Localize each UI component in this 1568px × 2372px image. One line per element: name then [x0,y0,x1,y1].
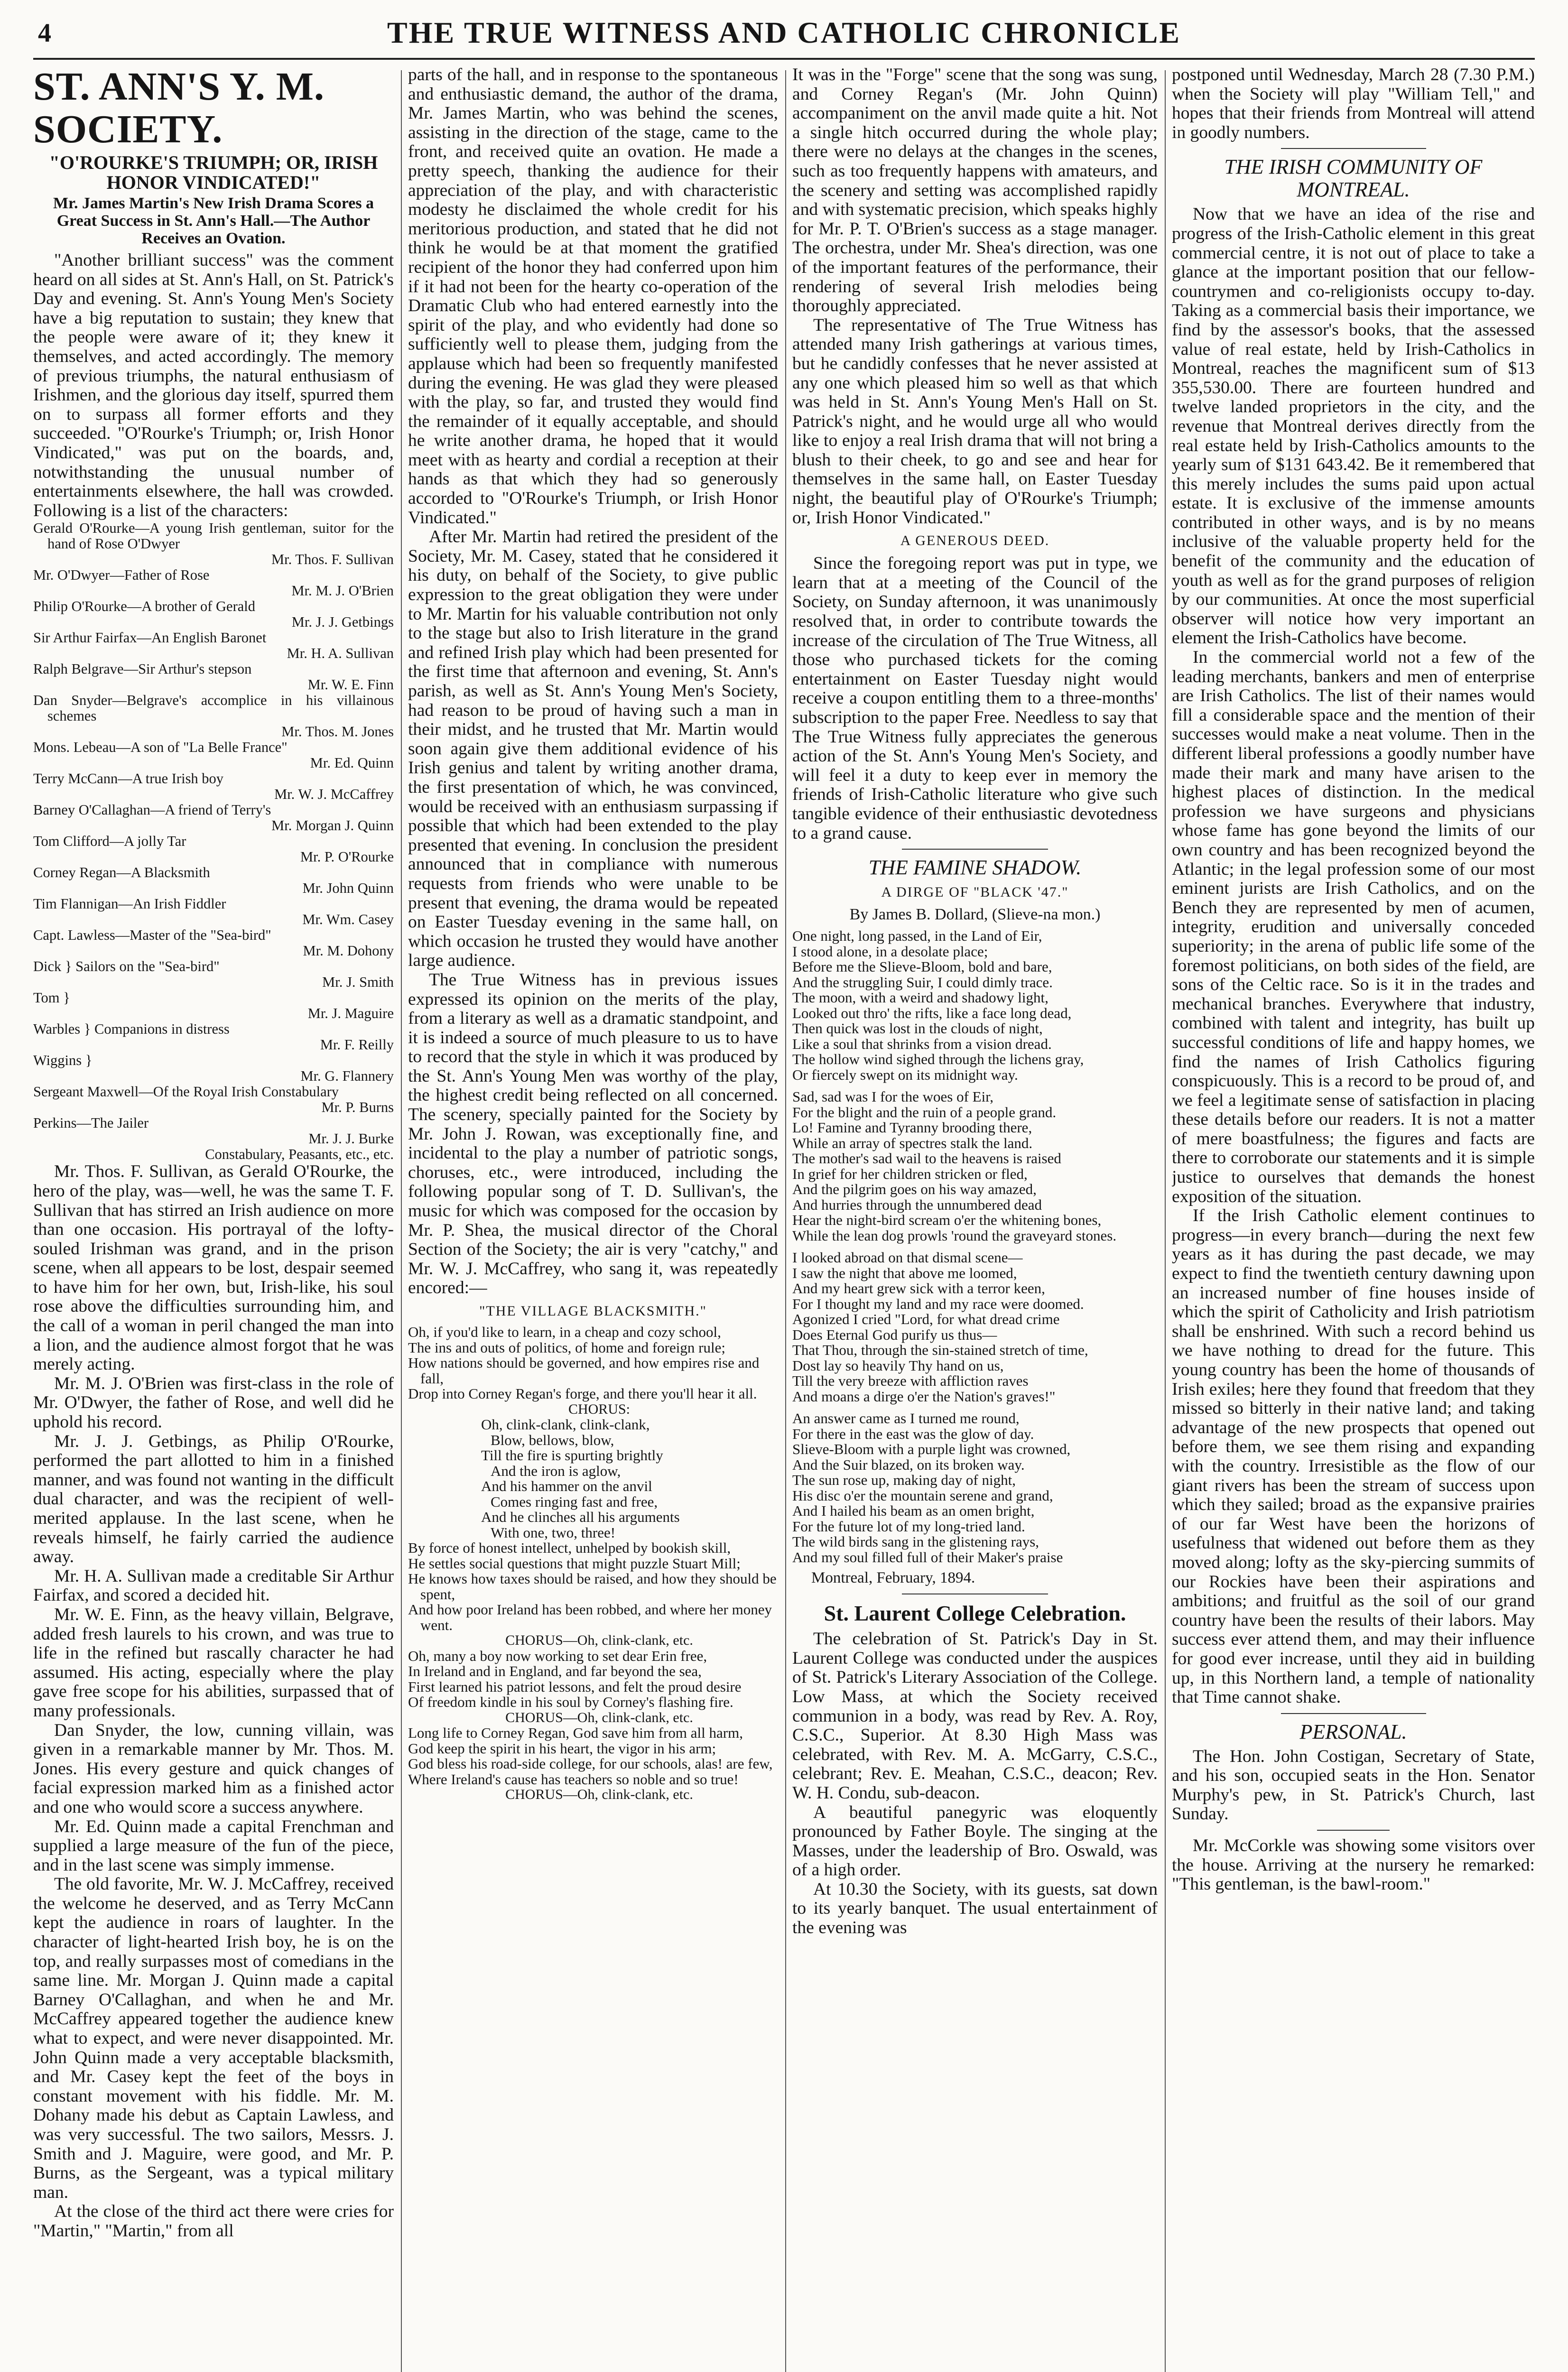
cast-entry: Barney O'Callaghan—A friend of Terry's Mr. Morgan J. Quinn [33,802,394,834]
cast-entry: Corney Regan—A Blacksmith Mr. John Quinn [33,864,394,897]
cast-entry: Warbles } Companions in distress Mr. F. Reilly [33,1021,394,1053]
poem-line: And the pilgrim goes on his way amazed, [792,1181,1037,1198]
poem-line: In grief for her children stricken or fled, [792,1165,1028,1182]
paragraph: The celebration of St. Patrick's Day in St. Laurent College was conducted under the auspices of St. Patrick's Literary Association of the College. Low Mass, at which the Society received communion in a body, was read by Rev. A. Roy, C.S.C., Superior. At 8.30 High Mass was celebrated, with Rev. M. A. McGarry, C.S.C., celebrant; Rev. E. Meahan, C.S.C., deacon; Rev. W. H. Condu, sub-deacon. [792,1629,1158,1803]
column-1 [33,65,394,2372]
song-line: By force of honest intellect, unhelped by bookish skill, [408,1539,731,1556]
cast-entry: Perkins—The Jailer Mr. J. J. Burke [33,1115,394,1147]
song-chorus-label: CHORUS—Oh, clink-clank, etc. [505,1632,693,1648]
poem-line: And the Suir blazed, on its broken way. [792,1456,1025,1473]
song-line: Drop into Corney Regan's forge, and there you'll hear it all. [408,1385,757,1402]
paragraph: Mr. H. A. Sullivan made a creditable Sir Arthur Fairfax, and scored a decided hit. [33,1566,394,1605]
article-heading: A GENEROUS DEED. [900,533,1050,549]
section-divider [902,849,1048,850]
poem-line: Does Eternal God purify us thus— [792,1326,997,1343]
paragraph: At the close of the third act there were cries for "Martin," "Martin," from all [33,2202,394,2241]
article-heading: THE FAMINE SHADOW. [868,856,1082,880]
cast-entry: Tom } Mr. J. Maguire [33,990,394,1022]
song-line: First learned his patriot lessons, and felt the proud desire [408,1678,742,1695]
poem-line: I looked abroad on that dismal scene— [792,1249,1023,1266]
page-number: 4 [38,19,51,48]
song-line: And the iron is aglow, [491,1462,621,1479]
song-line: He settles social questions that might puzzle Stuart Mill; [408,1555,741,1572]
song-lyrics [408,1325,778,1803]
cast-entry: Tim Flannigan—An Irish Fiddler Mr. Wm. Casey [33,896,394,928]
poem-line: The moon, with a weird and shadowy light, [792,989,1048,1006]
paragraph: postponed until Wednesday, March 28 (7.30 P.M.) when the Society will play "William Tell," and hopes that their friends from Montreal will attend in goodly numbers. [1172,65,1535,142]
poem-line: The wild birds sang in the glistening rays, [792,1533,1039,1550]
poem-line: Dost lay so heavily Thy hand on us, [792,1357,1004,1374]
poem-line: Before me the Slieve-Bloom, bold and bare, [792,958,1052,975]
poem-line: Slieve-Bloom with a purple light was crowned, [792,1441,1071,1458]
poem-line: For the future lot of my long-tried land. [792,1518,1025,1535]
poem-line: While an array of spectres stalk the land. [792,1134,1033,1151]
poem-line: The hollow wind sighed through the lichens gray, [792,1051,1084,1068]
song-title: "THE VILLAGE BLACKSMITH." [479,1303,707,1319]
paragraph: Since the foregoing report was put in type, we learn that at a meeting of the Council of the Society, on Sunday afternoon, it was unanimously resolved that, in order to contribute towards the increase of the circulation of The True Witness, all those who purchased tickets for the coming entertainment on Easter Tuesday night would receive a coupon entitling them to a three-months' subscription to the paper Free. Needless to say that The True Witness fully appreciates the generous action of the St. Ann's Young Men's Society, and will feel it a duty to keep ever in memory the friends of Irish-Catholic literature who give such tangible evidence of their enthusiastic devotedness to a grand cause. [792,554,1158,843]
song-line: He knows how taxes should be raised, and how they should be spent, [408,1570,777,1603]
paragraph: Mr. J. J. Getbings, as Philip O'Rourke, performed the part allotted to him in a finished manner, and was found not wanting in the difficult dual character, and was the recipient of well-merited applause. In the last scene, when he reveals himself, he fairly carried the audience away. [33,1431,394,1567]
article-heading: THE IRISH COMMUNITY OF MONTREAL. [1224,155,1483,202]
paragraph: The representative of The True Witness has attended many Irish gatherings at various times, but he candidly confesses that he never assisted at any one which pleased him so well as that which was held in St. Ann's Young Men's Hall on St. Patrick's night, and he would urge all who would like to enjoy a real Irish drama that will not bring a blush to their cheek, to go and see and hear for themselves in the same hall, on Easter Tuesday night, the beautiful play of O'Rourke's Triumph; or, Irish Honor Vindicated." [792,315,1158,528]
poem-line: And my soul filled full of their Maker's praise [792,1548,1063,1566]
paragraph: Mr. W. E. Finn, as the heavy villain, Belgrave, added fresh laurels to his crown, and was true to life in the refined but rascally character he had assumed. His acting, especially where the play gave free scope for his abilities, surpassed that of many professionals. [33,1604,394,1721]
poem-line: For there in the east was the glow of day. [792,1425,1034,1442]
poem-line: Agonized I cried "Lord, for what dread crime [792,1311,1060,1328]
paragraph: Mr. Ed. Quinn made a capital Frenchman and supplied a large measure of the fun of the piece, and in the last scene was simply immense. [33,1816,394,1875]
column-3 [792,65,1158,2372]
paragraph: At 10.30 the Society, with its guests, sat down to its yearly banquet. The usual entertainment of the evening was [792,1879,1158,1938]
poem-line: Or fiercely swept on its midnight way. [792,1066,1018,1083]
song-line: With one, two, three! [491,1524,616,1541]
cast-entry: Sergeant Maxwell—Of the Royal Irish Constabulary Mr. P. Burns [33,1084,394,1116]
poem-line: The sun rose up, making day of night, [792,1472,1016,1489]
cast-entry: Dan Snyder—Belgrave's accomplice in his villainous schemes Mr. Thos. M. Jones [33,692,394,740]
paragraph: Mr. McCorkle was showing some visitors over the house. Arriving at the nursery he remarked: "This gentleman, is the bawl-room." [1172,1836,1535,1894]
poem-line: And I hailed his beam as an omen bright, [792,1502,1035,1520]
paragraph: parts of the hall, and in response to the spontaneous and enthusiastic demand, the author of the drama, Mr. James Martin, who was behind the scenes, assisting in the direction of the stage, came to the front, and received quite an ovation. He made a pretty speech, thanking the audience for their appreciation of the play, and with characteristic modesty he disclaimed the whole credit for his meritorious production, and stated that he did not think he would be at that moment the gratified recipient of the honor they had conferred upon him if it had not been for the hearty co-operation of the Dramatic Club who had entered earnestly into the spirit of the play, and who evidently had done so sufficiently well to please them, judging from the applause which had been so frequently manifested during the evening. He was glad they were pleased with the play, so far, and trusted they would find the remainder of it equally acceptable, and should he write another drama, he hoped that it would meet with as hearty and cordial a reception at their hands as that which they had so generously accorded to "O'Rourke's Triumph, or Irish Honor Vindicated." [408,65,778,528]
paragraph: "Another brilliant success" was the comment heard on all sides at St. Ann's Hall, on St. Patrick's Day and evening. St. Ann's Young Men's Society have a big reputation to sustain; they knew that the people were aware of it; they knew it themselves, and acted accordingly. The memory of previous triumphs, the natural enthusiasm of Irishmen, and the glorious day itself, spurred them on to surpass all former efforts and they succeeded. "O'Rourke's Triumph; or, Irish Honor Vindicated," was put on the boards, and, notwithstanding the unusual number of entertainments elsewhere, the hall was crowded. Following is a list of the characters: [33,250,394,520]
column-4 [1172,65,1535,2372]
cast-entry: Terry McCann—A true Irish boy Mr. W. J. McCaffrey [33,770,394,803]
poem-line: I saw the night that above me loomed, [792,1264,1017,1281]
poem-line: Looked out thro' the rifts, like a face long dead, [792,1004,1072,1021]
paragraph: The Hon. John Costigan, Secretary of State, and his son, occupied seats in the Hon. Senator Murphy's pew, in St. Patrick's Church, last Sunday. [1172,1746,1535,1824]
paragraph: Dan Snyder, the low, cunning villain, was given in a remarkable manner by Mr. Thos. M. Jones. His every gesture and quick changes of facial expression marked him as a finished actor and one who would score a success anywhere. [33,1720,394,1817]
cast-entry: Dick } Sailors on the "Sea-bird" Mr. J. Smith [33,958,394,991]
poem [792,928,1158,1565]
song-line: And how poor Ireland has been robbed, and where her money went. [408,1601,772,1633]
newspaper-title: THE TRUE WITNESS AND CATHOLIC CHRONICLE [387,16,1181,49]
song-chorus-label: CHORUS—Oh, clink-clank, etc. [505,1709,693,1725]
poem-line: Sad, sad was I for the woes of Eir, [792,1088,994,1105]
poem-line: One night, long passed, in the Land of Eir, [792,927,1042,945]
article-heading: St. Laurent College Celebration. [824,1601,1126,1626]
paragraph: The True Witness has in previous issues expressed its opinion on the merits of the play, from a literary as well as a dramatic standpoint, and it is indeed a source of much pleasure to us to have to record that the style in which it was produced by the St. Ann's Young Men was worthy of the play, the highest credit being reflected on all concerned. The scenery, specially painted for the Society by Mr. John J. Rowan, was exceptionally fine, and incidental to the play a number of patriotic songs, choruses, etc., were introduced, including the following popular song of T. D. Sullivan's, the music for which was composed for the occasion by Mr. P. Shea, the musical director of the Choral Section of the Society; the air is very "catchy," and Mr. W. J. McCaffrey, who sang it, was repeatedly encored:— [408,970,778,1298]
poem-line: And my heart grew sick with a terror keen, [792,1280,1045,1297]
song-line: Till the fire is spurting brightly [481,1447,663,1464]
song-line: Oh, clink-clank, clink-clank, [481,1416,650,1433]
poem-line: While the lean dog prowls 'round the graveyard stones. [792,1227,1117,1244]
song-line: And his hammer on the anvil [481,1478,652,1494]
poem-line: That Thou, through the sin-stained stretch of time, [792,1342,1088,1359]
paragraph: It was in the "Forge" scene that the song was sung, and Corney Regan's (Mr. John Quinn) accompaniment on the anvil made quite a hit. Not a single hitch occurred during the whole play; there were no delays at the changes in the scenes, such as too frequently happens with amateurs, and the scenery and setting was accomplished rapidly and with systematic precision, which speaks highly for Mr. P. T. O'Brien's success as a stage manager. The orchestra, under Mr. Shea's direction, was one of the important features of the performance, their rendering of several Irish melodies being thoroughly appreciated. [792,65,1158,316]
paragraph: Mr. Thos. F. Sullivan, as Gerald O'Rourke, the hero of the play, was—well, he was the same T. F. Sullivan that has stirred an Irish audience on more than one occasion. His portrayal of the lofty-souled Irishman was grand, and in the prison scene, when all appears to be lost, despair seemed to have him for her own, but, Irish-like, his soul rose above the difficulties surrounding him, and the call of a woman in peril changed the man into a lion, and the audience almost forgot that he was merely acting. [33,1162,394,1374]
dateline: Montreal, February, 1894. [811,1569,975,1587]
cast-list [33,520,394,1162]
cast-entry: Ralph Belgrave—Sir Arthur's stepson Mr. W. E. Finn [33,661,394,693]
paragraph: The old favorite, Mr. W. J. McCaffrey, received the welcome he deserved, and as Terry McCann kept the audience in roars of laughter. In the character of light-hearted Irish boy, he is on the top, and really surpasses most of comedians in the same line. Mr. Morgan J. Quinn made a capital Barney O'Callaghan, and when he and Mr. McCaffrey appeared together the audience knew what to expect, and were never disappointed. Mr. John Quinn made a very acceptable blacksmith, and Mr. Casey kept the feet of the boys in constant movement with his fiddle. Mr. M. Dohany made his debut as Captain Lawless, and was very successful. The two sailors, Messrs. J. Smith and J. Maguire, were good, and Mr. P. Burns, as the Sergeant, was a typical military man. [33,1874,394,2202]
page-columns [33,65,1535,2372]
column-rule [401,70,402,2372]
poem-line: I stood alone, in a desolate place; [792,943,988,960]
song-chorus-label: CHORUS: [568,1401,631,1417]
article-subheading: "O'ROURKE'S TRIUMPH; OR, IRISH HONOR VINDICATED!" [49,152,378,193]
song-line: In Ireland and in England, and far beyond the sea, [408,1663,702,1679]
song-line: And he clinches all his arguments [481,1509,680,1525]
column-2 [408,65,778,2372]
song-line: Comes ringing fast and free, [491,1493,658,1510]
song-line: How nations should be governed, and how empires rise and fall, [408,1354,760,1387]
section-divider [1281,1713,1426,1714]
masthead [33,9,1535,60]
cast-entry: Tom Clifford—A jolly Tar Mr. P. O'Rourke [33,833,394,865]
cast-entry: Sir Arthur Fairfax—An English Baronet Mr. H. A. Sullivan [33,630,394,662]
poem-line: For I thought my land and my race were doomed. [792,1295,1084,1312]
song-line: The ins and outs of politics, of home and foreign rule; [408,1339,725,1356]
section-divider [1281,148,1426,149]
poem-line: Then quick was lost in the clouds of night, [792,1020,1043,1037]
cast-entry: Philip O'Rourke—A brother of Gerald Mr. J. J. Getbings [33,598,394,630]
poem-line: And moans a dirge o'er the Nation's graves!" [792,1388,1056,1405]
song-line: Long life to Corney Regan, God save him from all harm, [408,1724,743,1741]
paragraph: In the commercial world not a few of the leading merchants, bankers and men of enterprise are Irish Catholics. The list of their names would fill a considerable space and the mention of their successes would make a neat volume. Then in the different liberal professions a goodly number have made their mark and many have arisen to the highest places of distinction. In the medical profession we have surgeons and physicians whose fame has gone beyond the limits of our own country and has been recognized beyond the Atlantic; in the legal profession some of our most eminent jurists are Irish Catholics, and on the Bench they are represented by men of acumen, integrity, erudition and universally conceded superiority; in the arena of public life some of the foremost politicians, on both sides of the field, are sons of the Celtic race. So is it in the trades and mechanical branches. Everywhere that industry, combined with talent and integrity, has built up successful conditions of life and happy homes, we find the names of Irish Catholics figuring conspicuously. This is a record to be proud of, and we feel a legitimate sense of satisfaction in placing these details before our readers. It is not a matter of mere boastfulness; the figures and facts are there to corroborate our statements and it is simple justice to ourselves that demands the honest exposition of the situation. [1172,648,1535,1206]
paragraph: A beautiful panegyric was eloquently pronounced by Father Boyle. The singing at the Masses, under the leadership of Bro. Oswald, was of a high order. [792,1802,1158,1880]
poem-line: And hurries through the unnumbered dead [792,1196,1042,1213]
paragraph: If the Irish Catholic element continues to progress—in every branch—during the next few years as it has during the past decade, we may expect to find the twentieth century dawning upon an increased number of fine houses inside of which the spirit of Catholicity and Irish patriotism shall be enshrined. With such a record behind us we have nothing to dread for the future. This young country has been the home of thousands of Irish exiles; here they found that freedom that they missed so bitterly in their native land; and taking advantage of the new prospects that opened out before them, we see them rising and expanding with the country. Irresistible as the flow of our giant rivers has been the stream of success upon which they sailed; broad as the expansive prairies of our far West have been the horizons of usefulness that widened out before them as they moved along; lofty as the sky-piercing summits of our Rockies have been their aspirations and ambitions; and fruitful as the soil of our grand country have been the results of their labors. May success ever attend them, and may their influence for good ever increase, until they aid in building up, in this Northern land, a temple of nationality that Time cannot shake. [1172,1206,1535,1707]
poem-line: The mother's sad wail to the heavens is raised [792,1150,1061,1167]
paragraph: After Mr. Martin had retired the president of the Society, Mr. M. Casey, stated that he considered it his duty, on behalf of the Society, to give public expression to the great obligation they were under to Mr. Martin for his valuable contribution not only to the stage but also to Irish literature in the grand and refined Irish play which had been presented for the first time that afternoon and evening, St. Ann's parish, as well as St. Ann's Young Men's Society, had reason to be proud of having such a man in their midst, and he trusted that Mr. Martin would soon again give them additional evidence of his Irish genius and talent by writing another drama, the first presentation of which, he was convinced, would be received with an enthusiasm surpassing if possible that which had been extended to the play presented that evening. In conclusion the president announced that in compliance with numerous requests from friends who were unable to be present that evening, the drama would be repeated on Easter Tuesday evening in the same hall, on which occasion he trusted they would have another large audience. [408,527,778,971]
column-rule [785,70,786,2372]
song-line: Oh, many a boy now working to set dear Erin free, [408,1647,707,1664]
poem-line: His disc o'er the mountain serene and grand, [792,1487,1053,1504]
article-subheading: A DIRGE OF "BLACK '47." [881,884,1069,900]
cast-entry: Wiggins } Mr. G. Flannery [33,1052,394,1084]
song-chorus-label: CHORUS—Oh, clink-clank, etc. [505,1787,693,1802]
cast-entry: Mons. Lebeau—A son of "La Belle France" Mr. Ed. Quinn [33,739,394,771]
cast-entry: Mr. O'Dwyer—Father of Rose Mr. M. J. O'Brien [33,567,394,599]
poem-line: An answer came as I turned me round, [792,1410,1020,1427]
cast-entry: Capt. Lawless—Master of the "Sea-bird" Mr. M. Dohony [33,927,394,959]
poem-line: Like a soul that shrinks from a vision dread. [792,1035,1052,1052]
paragraph: Now that we have an idea of the rise and progress of the Irish-Catholic element in this great commercial centre, it is not out of place to take a glance at the important position that our fellow-countrymen and co-religionists occupy to-day. Taking as a commercial basis their importance, we find by the assessor's books, that the assessed value of real estate, held by Irish-Catholics in Montreal, reaches the magnificent sum of $13 355,530.00. There are fourteen hundred and twelve landed proprietors in the city, and the revenue that Montreal derives directly from the real estate held by Irish-Catholics amounts to the yearly sum of $131 643.42. Be it remembered that this merely includes the sums paid upon actual estate. It is exclusive of the immense amounts contributed in other ways, and is by no means inclusive of the valuable property held for the benefit of the community and the education of youth as well as for the grand purposes of religion by our communities. At once the most superficial observer will notice how very important an element the Irish-Catholics have become. [1172,204,1535,648]
section-divider [1317,1830,1390,1831]
byline: By James B. Dollard, (Slieve-na mon.) [849,906,1101,924]
song-line: God bless his road-side college, for our schools, alas! are few, [408,1755,773,1772]
poem-line: Till the very breeze with affliction raves [792,1372,1029,1390]
song-line: Of freedom kindle in his soul by Corney's flashing fire. [408,1694,733,1710]
column-rule [1165,70,1166,2372]
poem-line: Lo! Famine and Tyranny brooding there, [792,1119,1032,1136]
cast-entry: Gerald O'Rourke—A young Irish gentleman, suitor for the hand of Rose O'Dwyer Mr. Thos. F. Sullivan [33,520,394,568]
poem-line: And the struggling Suir, I could dimly trace. [792,973,1053,991]
paragraph: Mr. M. J. O'Brien was first-class in the role of Mr. O'Dwyer, the father of Rose, and well did he uphold his record. [33,1373,394,1432]
song-line: Blow, bellows, blow, [491,1431,614,1448]
cast-extra: Constabulary, Peasants, etc., etc. [205,1146,394,1163]
poem-line: Hear the night-bird scream o'er the whitening bones, [792,1212,1102,1229]
poem-line: For the blight and the ruin of a people grand. [792,1103,1057,1121]
article-deck: Mr. James Martin's New Irish Drama Scores a Great Success in St. Ann's Hall.—The Author Receives an Ovation. [53,195,374,247]
song-line: Oh, if you'd like to learn, in a cheap and cozy school, [408,1324,721,1340]
song-line: God keep the spirit in his heart, the vigor in his arm; [408,1740,716,1757]
song-line: Where Ireland's cause has teachers so noble and so true! [408,1770,739,1788]
article-heading: ST. ANN'S Y. M. SOCIETY. [33,65,325,151]
article-heading: PERSONAL. [1299,1720,1407,1743]
